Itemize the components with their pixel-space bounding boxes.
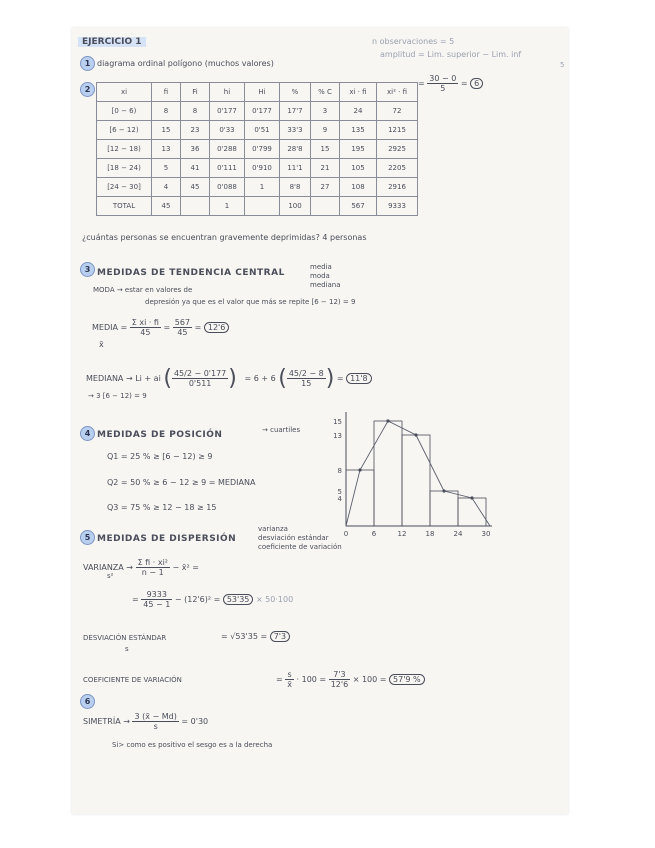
desviacion-calc: = √53'35 = 7'3	[221, 632, 290, 641]
varianza-symbol: s²	[107, 572, 114, 580]
dispersion-branches	[258, 525, 342, 552]
x-tick-label: 18	[425, 530, 435, 538]
table-cell: 1	[210, 197, 245, 216]
n-observations: n observaciones = 5	[372, 37, 455, 46]
table-cell: 108	[340, 178, 377, 197]
table-header: Fi	[181, 83, 210, 102]
table-cell: TOTAL	[97, 197, 152, 216]
section-4-badge: 4	[80, 426, 95, 441]
table-header: xi · fi	[340, 83, 377, 102]
y-tick-label: 13	[333, 432, 342, 440]
histogram-chart	[326, 408, 496, 548]
cuartiles-arrow: → cuartiles	[262, 426, 301, 434]
x-tick-label: 0	[343, 530, 349, 538]
table-header: % C	[311, 83, 340, 102]
table-header: Hi	[245, 83, 280, 102]
table-cell: 9	[311, 121, 340, 140]
x-tick-label: 6	[371, 530, 377, 538]
amplitude-denominator: 5	[560, 61, 565, 69]
table-cell: 28'8	[280, 140, 311, 159]
table-cell: 8'8	[280, 178, 311, 197]
branch-mediana: mediana	[310, 281, 341, 289]
table-cell: 135	[340, 121, 377, 140]
histogram-bar	[458, 498, 486, 526]
table-cell: 13	[152, 140, 181, 159]
y-tick-label: 8	[337, 467, 342, 475]
x-tick-label: 24	[453, 530, 463, 538]
table-cell: 567	[340, 197, 377, 216]
branch-coeficiente: coeficiente de variación	[258, 543, 342, 551]
y-tick-label: 5	[337, 488, 342, 496]
table-cell: 21	[311, 159, 340, 178]
moda-line-1: MODA → estar en valores de	[93, 286, 193, 294]
table-cell: 23	[181, 121, 210, 140]
histogram-bar	[374, 421, 402, 526]
table-cell: 2925	[377, 140, 418, 159]
frequency-table	[96, 82, 418, 216]
table-cell: 24	[340, 102, 377, 121]
polygon-point	[386, 419, 389, 422]
section-6-badge: 6	[80, 694, 95, 709]
table-cell: 1215	[377, 121, 418, 140]
section-1-badge: 1	[80, 56, 95, 71]
exercise-title: EJERCICIO 1	[78, 37, 146, 47]
table-cell: [18 − 24)	[97, 159, 152, 178]
simetria-note: Si> como es positivo el sesgo es a la derecha	[112, 741, 273, 749]
table-cell: 27	[311, 178, 340, 197]
polygon-point	[358, 468, 361, 471]
table-cell: 0'799	[245, 140, 280, 159]
table-cell: 0'288	[210, 140, 245, 159]
table-cell: 17'7	[280, 102, 311, 121]
section-5-badge: 5	[80, 530, 95, 545]
moda-line-2: depresión ya que es el valor que más se repite [6 − 12) = 9	[145, 298, 356, 306]
polygon-point	[414, 433, 417, 436]
table-cell: 8	[152, 102, 181, 121]
table-cell	[311, 197, 340, 216]
table-cell: 100	[280, 197, 311, 216]
section-4-title: MEDIDAS DE POSICIÓN	[97, 430, 223, 440]
varianza-formula: VARIANZA → $\frac{\text{Σ fi · xi²}}{n - 1}$ − x̄² =	[83, 558, 199, 577]
table-header: xi	[97, 83, 152, 102]
table-cell: 0'088	[210, 178, 245, 197]
table-cell: 0'910	[245, 159, 280, 178]
amplitude-formula: amplitud = Lim. superior − Lim. inf	[380, 50, 522, 59]
table-question: ¿cuántas personas se encuentran gravemente deprimidas? 4 personas	[82, 233, 367, 242]
varianza-result: 53'35	[223, 594, 254, 605]
media-formula: MEDIA = $\frac{\text{Σ xi · fi}}{45}$ = $\frac{567}{45}$ = 12'6	[92, 318, 229, 337]
branch-moda: moda	[310, 272, 330, 280]
table-cell: 0'177	[210, 102, 245, 121]
simetria-formula: SIMETRÍA → $\frac{3 (x̄ - Md)}{s}$ = 0'30	[83, 712, 209, 731]
table-cell: [0 − 6)	[97, 102, 152, 121]
table-cell: 9333	[377, 197, 418, 216]
desviacion-result: 7'3	[270, 631, 290, 642]
histogram-bar	[346, 470, 374, 526]
quartile-q3: Q3 = 75 % ≥ 12 − 18 ≥ 15	[107, 503, 217, 512]
table-total-row	[97, 197, 418, 216]
table-cell: 72	[377, 102, 418, 121]
polygon-point	[442, 489, 445, 492]
table-cell: 11'1	[280, 159, 311, 178]
table-cell: 105	[340, 159, 377, 178]
x-tick-label: 12	[397, 530, 407, 538]
table-cell: 195	[340, 140, 377, 159]
amplitude-result: 6	[470, 78, 483, 89]
table-row	[97, 121, 418, 140]
media-symbol: x̄	[99, 340, 104, 349]
section-3-badge: 3	[80, 262, 95, 277]
branch-desviacion: desviación estándar	[258, 534, 329, 542]
table-cell: 15	[311, 140, 340, 159]
quartile-q2: Q2 = 50 % ≥ 6 − 12 ≥ 9 = MEDIANA	[107, 478, 256, 487]
quartile-q1: Q1 = 25 % ≥ [6 − 12) ≥ 9	[107, 452, 213, 461]
coeficiente-result: 57'9 %	[389, 674, 425, 685]
table-cell: 45	[152, 197, 181, 216]
table-cell: 33'3	[280, 121, 311, 140]
table-cell: 1	[245, 178, 280, 197]
table-cell: 2205	[377, 159, 418, 178]
table-cell: 2916	[377, 178, 418, 197]
media-result: 12'6	[204, 322, 229, 333]
y-tick-label: 15	[333, 418, 342, 426]
table-cell: 45	[181, 178, 210, 197]
section-3-title: MEDIDAS DE TENDENCIA CENTRAL	[97, 268, 285, 278]
mediana-formula: MEDIANA → Li + ai ( $\frac{45/2 - 0'177}{0'511}$ ) = 6 + 6 ( $\frac{45/2 - 8}{15}$ ) = 11'8	[86, 366, 372, 391]
table-cell: 8	[181, 102, 210, 121]
table-cell: [12 − 18)	[97, 140, 152, 159]
table-cell: 5	[152, 159, 181, 178]
table-cell: 0'51	[245, 121, 280, 140]
table-cell: [24 − 30]	[97, 178, 152, 197]
desviacion-label: DESVIACIÓN ESTÁNDAR	[83, 634, 167, 642]
table-cell: 0'33	[210, 121, 245, 140]
polygon-point	[470, 496, 473, 499]
mediana-result: 11'8	[346, 373, 371, 384]
central-measures-branches	[310, 263, 341, 290]
desviacion-symbol: s	[125, 645, 129, 653]
table-header: %	[280, 83, 311, 102]
table-cell: 0'177	[245, 102, 280, 121]
table-cell: 41	[181, 159, 210, 178]
histogram-bar	[402, 435, 430, 526]
table-cell: 3	[311, 102, 340, 121]
table-cell: 36	[181, 140, 210, 159]
table-cell: 0'111	[210, 159, 245, 178]
table-header: hi	[210, 83, 245, 102]
table-row	[97, 102, 418, 121]
table-row	[97, 159, 418, 178]
table-row	[97, 178, 418, 197]
table-header: fi	[152, 83, 181, 102]
table-cell: 15	[152, 121, 181, 140]
table-cell	[181, 197, 210, 216]
branch-varianza: varianza	[258, 525, 288, 533]
histogram-bar	[430, 491, 458, 526]
table-cell: 4	[152, 178, 181, 197]
mediana-interval: → 3 [6 − 12) = 9	[88, 392, 147, 400]
table-cell: [6 − 12)	[97, 121, 152, 140]
coeficiente-label: COEFICIENTE DE VARIACIÓN	[83, 676, 182, 684]
section-5-title: MEDIDAS DE DISPERSIÓN	[97, 534, 237, 544]
table-cell	[245, 197, 280, 216]
section-2-badge: 2	[80, 82, 95, 97]
branch-media: media	[310, 263, 332, 271]
amplitude-calc: = $\frac{30 - 0}{5}$ = 6	[418, 74, 483, 93]
table-header-row	[97, 83, 418, 102]
frequency-polygon	[346, 421, 490, 526]
y-tick-label: 4	[337, 495, 342, 503]
table-row	[97, 140, 418, 159]
varianza-calc: = $\frac{9333}{45 - 1}$ − (12'6)² = 53'35 × 50·100	[132, 590, 294, 609]
table-header: xi² · fi	[377, 83, 418, 102]
coeficiente-calc: = $\frac{s}{x̄}$ · 100 = $\frac{7'3}{12'6}$ × 100 = 57'9 %	[276, 670, 425, 689]
section-1-text: diagrama ordinal polígono (muchos valores)	[97, 59, 274, 68]
x-tick-label: 30	[481, 530, 491, 538]
